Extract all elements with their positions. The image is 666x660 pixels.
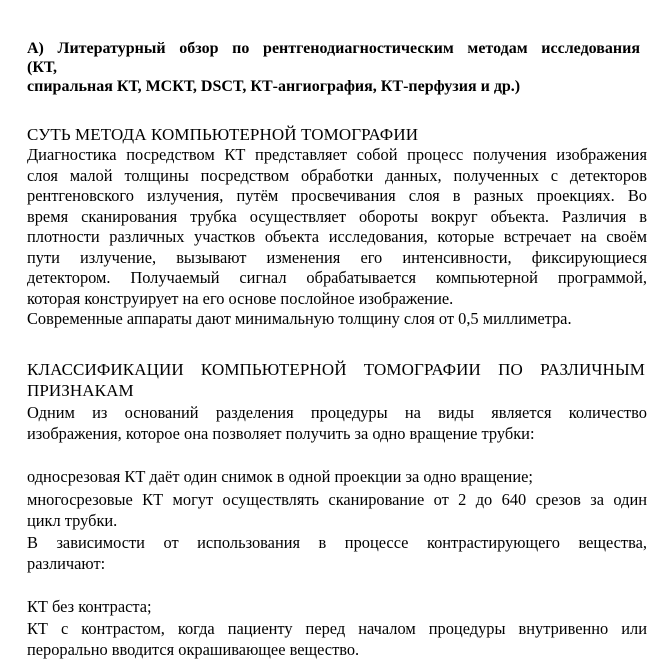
section-2-intro: Одним из оснований разделения процедуры на виды является количество изображения, которое она позволяет получить за одно вращение трубки:: [27, 403, 647, 443]
paragraph-note: Современные аппараты дают минимальную толщину слоя от 0,5 миллиметра.: [27, 309, 572, 328]
paragraph-line: детектором. Получаемый сигнал обрабатывается компьютерной программой,: [27, 268, 647, 287]
paragraph-line: пути излучение, вызывают изменения его интенсивности, фиксирующиеся: [27, 247, 647, 267]
contrast-intro: В зависимости от использования в процессе контрастирующего вещества, различают:: [27, 533, 647, 573]
list-item: КТ без контраста;: [27, 597, 152, 616]
intro-heading-line-2: (КТ,: [27, 59, 57, 76]
section-2-title: КЛАССИФИКАЦИИ КОМПЬЮТЕРНОЙ ТОМОГРАФИИ ПО РАЗЛИЧНЫМ ПРИЗНАКАМ: [27, 360, 645, 400]
list-item: КТ с контрастом, когда пациенту перед началом процедуры внутривенно или перорально вводится окрашивающее вещество.: [27, 619, 647, 659]
list-item: односрезовая КТ даёт один снимок в одной проекции за одно вращение;: [27, 467, 533, 486]
intro-heading-line-3: спиральная КТ, МСКТ, DSCT, КТ-ангиография, КТ-перфузия и др.): [27, 78, 521, 95]
intro-heading-line-1: А) Литературный обзор по рентгенодиагностическим методам исследования: [27, 40, 640, 57]
list-item: многосрезовые КТ могут осуществлять сканирование от 2 до 640 срезов за один цикл трубки.: [27, 490, 647, 530]
paragraph-line: Диагностика посредством КТ представляет собой процесс получения изображения: [27, 145, 647, 164]
section-1-title: СУТЬ МЕТОДА КОМПЬЮТЕРНОЙ ТОМОГРАФИИ: [27, 125, 419, 144]
paragraph-line: время сканирования трубка осуществляет обороты вокруг объекта. Различия в: [27, 206, 647, 226]
paragraph-line: рентгеновского излучения, путём просвечивания слоя в разных проекциях. Во: [27, 186, 647, 205]
paragraph-line: слоя малой толщины посредством обработки данных, полученных с детекторов: [27, 165, 647, 185]
paragraph-line: которая конструирует на его основе послойное изображение.: [27, 288, 454, 308]
section-1-paragraph: [27, 145, 647, 330]
paragraph-line: плотности различных участков объекта исследования, которые встречает на своём: [27, 227, 647, 246]
intro-heading: [27, 39, 640, 96]
